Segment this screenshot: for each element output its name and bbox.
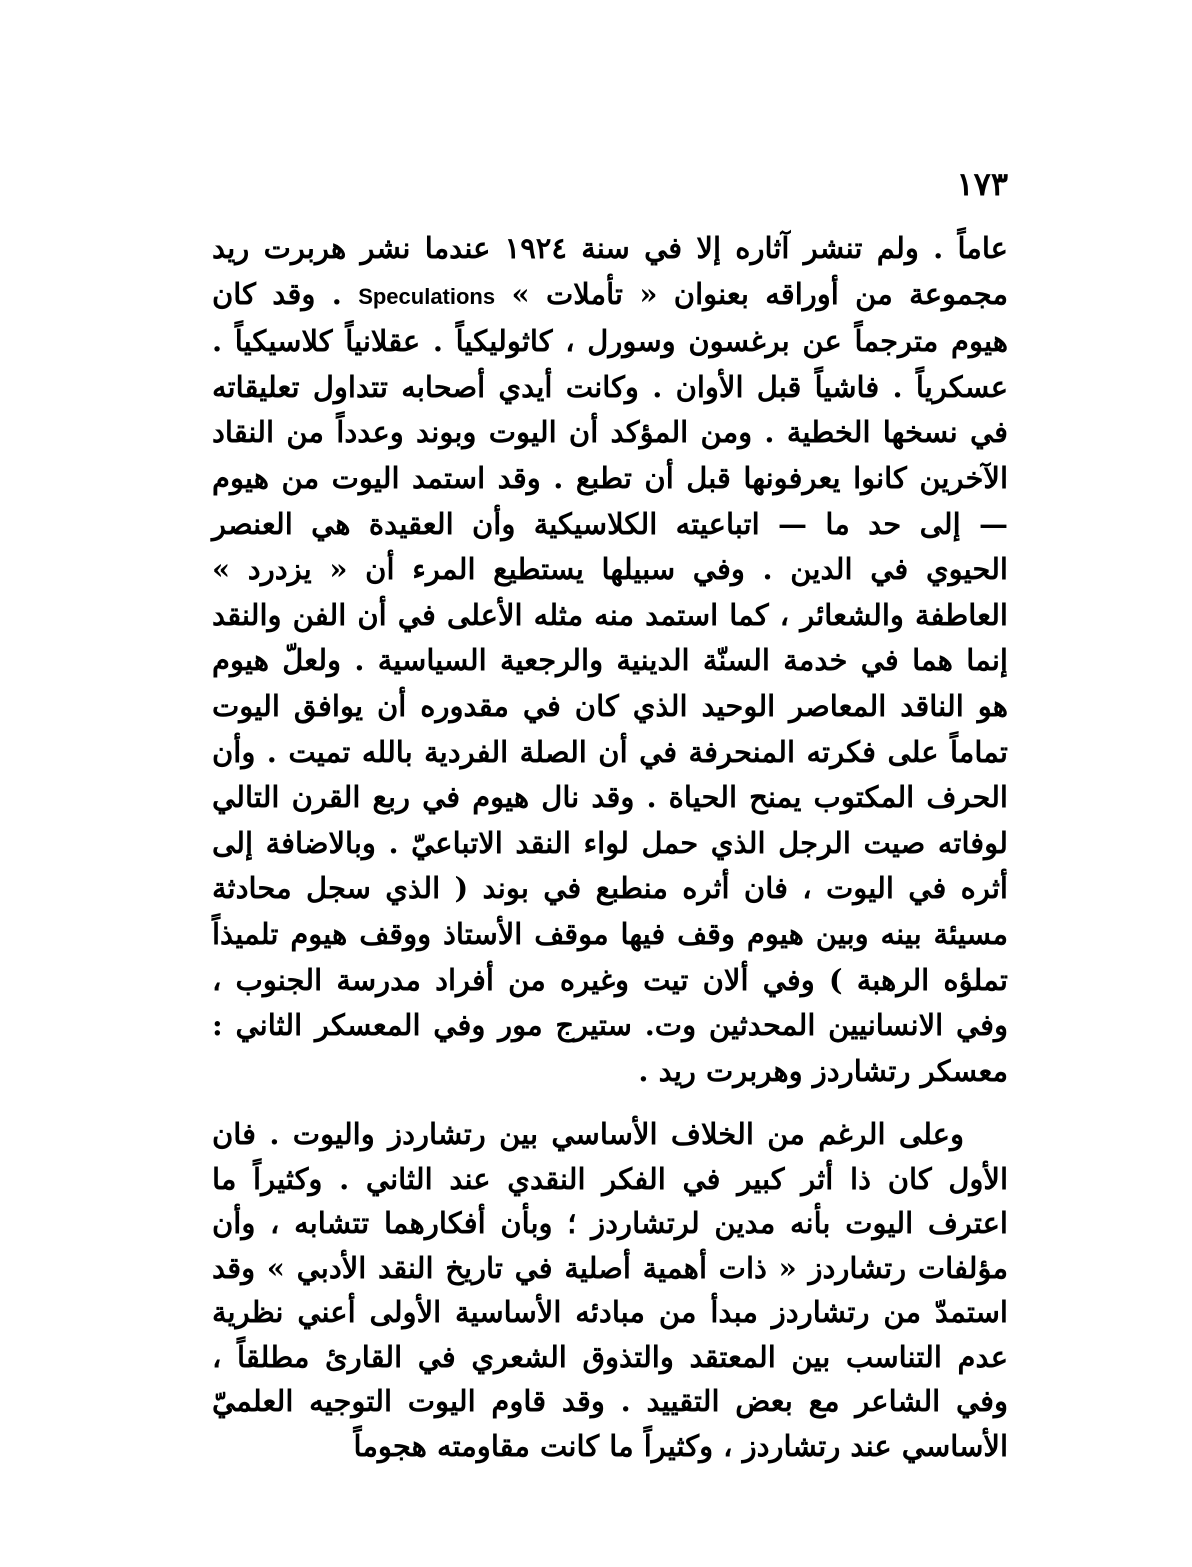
page-number: ١٧٣ (956, 165, 1008, 203)
paragraph-1 (212, 226, 1008, 1094)
latin-term: Speculations (358, 283, 496, 309)
body-text (212, 226, 1008, 1468)
paragraph-1-continuation: . وقد كان هيوم مترجماً عن برغسون وسورل ، كاثوليكياً . عقلانياً كلاسيكياً . عسكرياً . فاشياً قبل الأوان . وكانت أيدي أصحابه تتداول تعليقاته في نسخها الخطية . ومن المؤكد أن اليوت وبوند وعدداً من النقاد الآخرين كانوا يعرفونها قبل أن تطبع . وقد استمد اليوت من هيوم — إلى حد ما — اتباعيته الكلاسيكية وأن العقيدة هي العنصر الحيوي في الدين . وفي سبيلها يستطيع المرء أن « يزدرد » العاطفة والشعائر ، كما استمد منه مثله الأعلى في أن الفن والنقد إنما هما في خدمة السنّة الدينية والرجعية السياسية . ولعلّ هيوم هو الناقد المعاصر الوحيد الذي كان في مقدوره أن يوافق اليوت تماماً على فكرته المنحرفة في أن الصلة الفردية بالله تميت . وأن الحرف المكتوب يمنح الحياة . وقد نال هيوم في ربع القرن التالي لوفاته صيت الرجل الذي حمل لواء النقد الاتباعيّ . وبالاضافة إلى أثره في اليوت ، فان أثره منطبع في بوند ( الذي سجل محادثة مسيئة بينه وبين هيوم وقف فيها موقف الأستاذ ووقف هيوم تلميذاً تملؤه الرهبة ) وفي ألان تيت وغيره من أفراد مدرسة الجنوب ، وفي الانسانيين المحدثين وت. ستيرج مور وفي المعسكر الثاني : معسكر رتشاردز وهربرت ريد . (212, 276, 1008, 1088)
paragraph-2: وعلى الرغم من الخلاف الأساسي بين رتشاردز واليوت . فان الأول كان ذا أثر كبير في الفكر النقدي عند الثاني . وكثيراً ما اعترف اليوت بأنه مدين لرتشاردز ؛ وبأن أفكارهما تتشابه ، وأن مؤلفات رتشاردز « ذات أهمية أصلية في تاريخ النقد الأدبي » وقد استمدّ من رتشاردز مبدأ من مبادئه الأساسية الأولى أعني نظرية عدم التناسب بين المعتقد والتذوق الشعري في القارئ مطلقاً ، وفي الشاعر مع بعض التقييد . وقد قاوم اليوت التوجيه العلميّ الأساسي عند رتشاردز ، وكثيراً ما كانت مقاومته هجوماً (212, 1117, 1009, 1463)
paragraph-1-opening: عاماً . ولم تنشر آثاره إلا في سنة ١٩٢٤ عندما نشر هربرت ريد مجموعة من أوراقه بعنوان « تأملات » (212, 231, 1008, 311)
